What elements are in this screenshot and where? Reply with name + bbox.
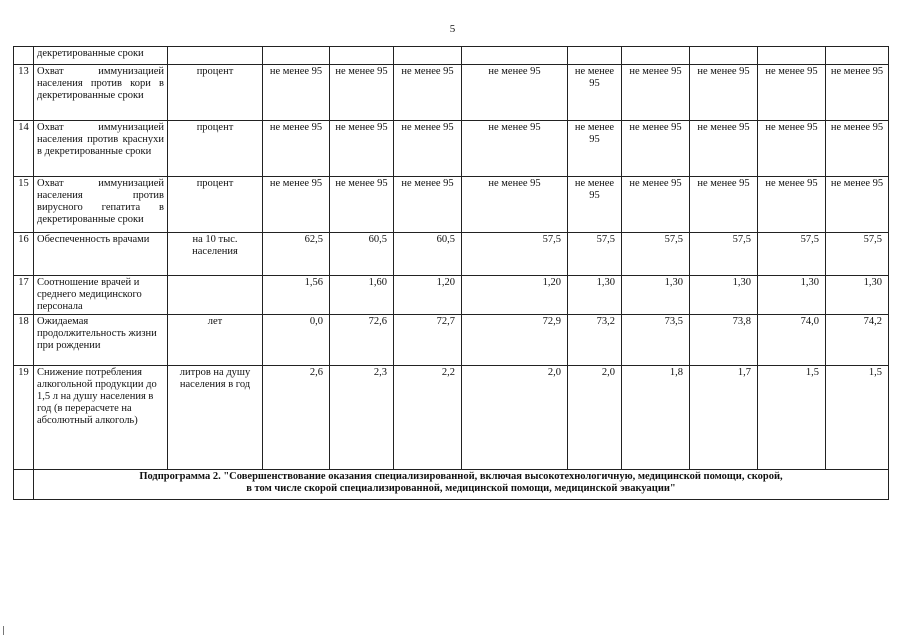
subprogram-line-2: в том числе скорой специализированной, медицинской помощи, медицинской эвакуации" (246, 483, 676, 494)
cell-value: 1,30 (690, 276, 758, 315)
table-row (14, 65, 889, 121)
cell-value: не менее 95 (462, 65, 568, 121)
cell-value: не менее 95 (330, 177, 394, 233)
cell-num: 19 (14, 366, 34, 470)
cell-unit (168, 276, 263, 315)
cell-num: 16 (14, 233, 34, 276)
cell-num (14, 470, 34, 500)
cell-name: Снижение потребления алкогольной продукции до 1,5 л на душу населения в год (в перерасчете на абсолютный алкоголь) (34, 366, 168, 470)
cell-value: 1,30 (826, 276, 889, 315)
cell-value: 74,2 (826, 315, 889, 366)
table-row (14, 276, 889, 315)
cell-value: 60,5 (394, 233, 462, 276)
cell-value: 1,5 (826, 366, 889, 470)
cell-value: 2,0 (462, 366, 568, 470)
cell-value: не менее 95 (568, 65, 622, 121)
cell-value: не менее 95 (758, 65, 826, 121)
cell-value: 1,20 (462, 276, 568, 315)
cell-value: не менее 95 (568, 177, 622, 233)
table-row (14, 177, 889, 233)
cell-value: не менее 95 (394, 121, 462, 177)
page-number: 5 (449, 23, 456, 35)
cell-num: 17 (14, 276, 34, 315)
cell-value: 72,6 (330, 315, 394, 366)
cell-name: Охват иммунизацией населения против кори в декретированные сроки (34, 65, 168, 121)
cell-value (758, 47, 826, 65)
cell-value: не менее 95 (826, 121, 889, 177)
cell-value (568, 47, 622, 65)
cell-num: 13 (14, 65, 34, 121)
table-row-continuation (14, 47, 889, 65)
cell-value: 2,6 (263, 366, 330, 470)
subprogram-row (14, 470, 889, 500)
cell-value: 72,7 (394, 315, 462, 366)
cell-value (263, 47, 330, 65)
cell-value: 1,30 (758, 276, 826, 315)
cell-unit (168, 47, 263, 65)
cell-value: 1,7 (690, 366, 758, 470)
cell-value: 57,5 (462, 233, 568, 276)
cell-value: 60,5 (330, 233, 394, 276)
cell-value: 73,2 (568, 315, 622, 366)
cell-value: не менее 95 (826, 177, 889, 233)
cell-value: не менее 95 (263, 177, 330, 233)
scan-mark (3, 626, 4, 635)
cell-name: декретированные сроки (34, 47, 168, 65)
table-row (14, 233, 889, 276)
cell-value: 1,5 (758, 366, 826, 470)
cell-value: не менее 95 (568, 121, 622, 177)
cell-name: Ожидаемая продолжительность жизни при рождении (34, 315, 168, 366)
cell-value: 62,5 (263, 233, 330, 276)
cell-value: 1,60 (330, 276, 394, 315)
cell-value: 57,5 (826, 233, 889, 276)
cell-value: 57,5 (690, 233, 758, 276)
cell-value: 0,0 (263, 315, 330, 366)
cell-unit: процент (168, 65, 263, 121)
table-row (14, 121, 889, 177)
cell-value: не менее 95 (622, 65, 690, 121)
cell-value: 1,20 (394, 276, 462, 315)
cell-value: не менее 95 (462, 121, 568, 177)
cell-value: не менее 95 (394, 177, 462, 233)
table-row (14, 315, 889, 366)
cell-value (622, 47, 690, 65)
cell-value: 2,2 (394, 366, 462, 470)
cell-value (690, 47, 758, 65)
cell-value: не менее 95 (622, 177, 690, 233)
cell-value (826, 47, 889, 65)
cell-value: не менее 95 (690, 121, 758, 177)
cell-name: Обеспеченность врачами (34, 233, 168, 276)
cell-value: 57,5 (758, 233, 826, 276)
cell-value: не менее 95 (690, 65, 758, 121)
cell-value (330, 47, 394, 65)
table-row (14, 366, 889, 470)
cell-name: Соотношение врачей и среднего медицинского персонала (34, 276, 168, 315)
cell-value: 1,30 (622, 276, 690, 315)
indicators-table (13, 46, 889, 500)
cell-num: 15 (14, 177, 34, 233)
cell-value: не менее 95 (330, 65, 394, 121)
cell-unit: на 10 тыс. населения (168, 233, 263, 276)
cell-value: не менее 95 (758, 121, 826, 177)
cell-value: 73,5 (622, 315, 690, 366)
cell-value: 1,8 (622, 366, 690, 470)
subprogram-heading (34, 470, 889, 500)
table-body (14, 47, 889, 500)
cell-num: 18 (14, 315, 34, 366)
cell-value: 1,56 (263, 276, 330, 315)
cell-value: не менее 95 (690, 177, 758, 233)
cell-value: 1,30 (568, 276, 622, 315)
cell-value: 57,5 (568, 233, 622, 276)
cell-num: 14 (14, 121, 34, 177)
cell-value: не менее 95 (263, 65, 330, 121)
subprogram-line-1: Подпрограмма 2. "Совершенствование оказания специализированной, включая высокотехнологичную, медицинской помощи, скорой, (139, 471, 783, 482)
cell-value: 57,5 (622, 233, 690, 276)
cell-value: не менее 95 (330, 121, 394, 177)
cell-unit: процент (168, 177, 263, 233)
cell-value: не менее 95 (263, 121, 330, 177)
cell-value: 74,0 (758, 315, 826, 366)
cell-value: 73,8 (690, 315, 758, 366)
cell-unit: литров на душу населения в год (168, 366, 263, 470)
cell-num (14, 47, 34, 65)
cell-value: 2,0 (568, 366, 622, 470)
cell-value: не менее 95 (394, 65, 462, 121)
cell-name: Охват иммунизацией населения против краснухи в декретированные сроки (34, 121, 168, 177)
cell-value: 2,3 (330, 366, 394, 470)
cell-value: не менее 95 (462, 177, 568, 233)
cell-value: не менее 95 (622, 121, 690, 177)
cell-unit: лет (168, 315, 263, 366)
cell-value (462, 47, 568, 65)
cell-name: Охват иммунизацией населения против вирусного гепатита в декретированные сроки (34, 177, 168, 233)
cell-value: не менее 95 (758, 177, 826, 233)
cell-value: 72,9 (462, 315, 568, 366)
cell-value (394, 47, 462, 65)
cell-unit: процент (168, 121, 263, 177)
cell-value: не менее 95 (826, 65, 889, 121)
